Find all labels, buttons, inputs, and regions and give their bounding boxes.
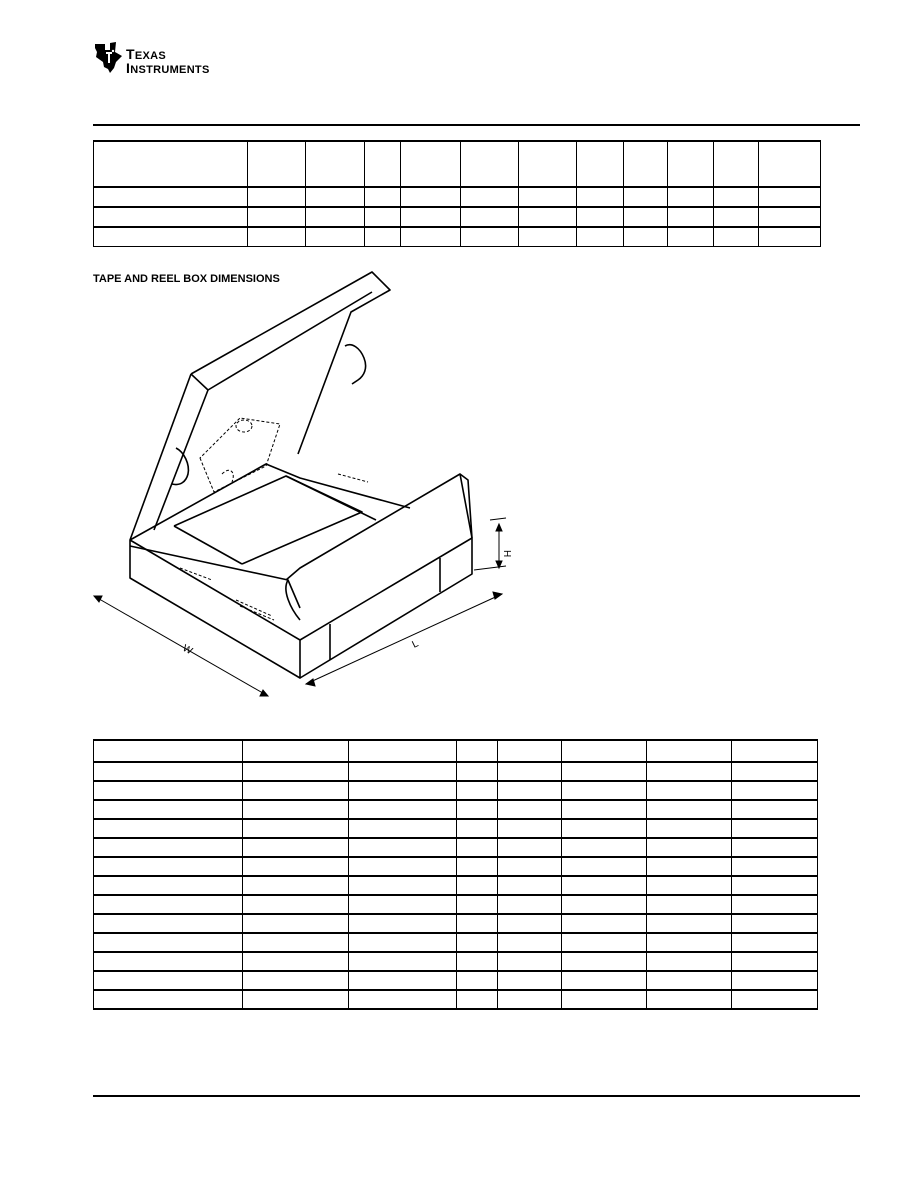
table-header-row [94, 141, 821, 187]
table-row [94, 876, 818, 895]
box-dimensions-table [93, 739, 818, 1010]
table-row [94, 800, 818, 819]
table-row [94, 781, 818, 800]
tape-reel-info-table [93, 140, 821, 247]
length-label: L [410, 638, 421, 651]
table-row [94, 895, 818, 914]
table-row [94, 914, 818, 933]
table-row [94, 857, 818, 876]
section-title: TAPE AND REEL BOX DIMENSIONS [93, 273, 280, 285]
table-row [94, 819, 818, 838]
ti-state-icon [92, 40, 126, 74]
table-row [94, 990, 818, 1009]
table-header-row [94, 740, 818, 762]
table-row [94, 227, 821, 247]
table-row [94, 838, 818, 857]
table-row [94, 187, 821, 207]
width-label: W [180, 642, 195, 658]
header-rule [93, 124, 860, 126]
table-row [94, 207, 821, 227]
table-row [94, 952, 818, 971]
ti-logo [92, 40, 232, 80]
footer-rule [93, 1095, 860, 1097]
logo-line-instruments: INSTRUMENTS [126, 60, 210, 76]
tape-reel-box-diagram [90, 268, 520, 708]
logo-line-texas: TEXAS [126, 46, 167, 62]
table-row [94, 971, 818, 990]
height-label: H [501, 550, 512, 558]
table-row [94, 762, 818, 781]
table-row [94, 933, 818, 952]
